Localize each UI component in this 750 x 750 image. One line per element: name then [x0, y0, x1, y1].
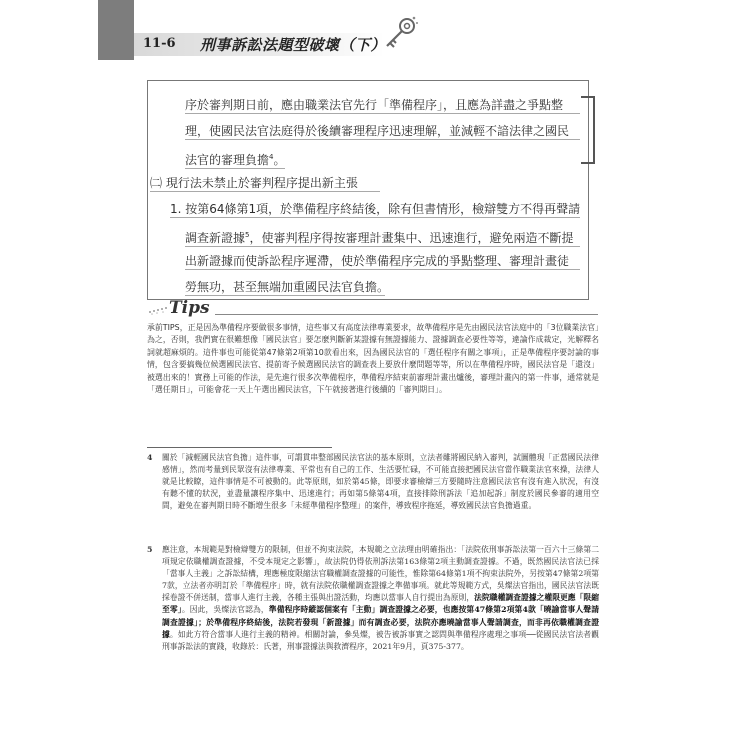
- footnote-bold-phrase: 法院職權調查證據之權限更應「限縮至零」: [162, 593, 600, 615]
- book-title: 刑事訴訟法題型破壞（下）: [200, 36, 387, 54]
- footnote-4: [147, 452, 599, 512]
- footnote-text: 關於「減輕國民法官負擔」這件事，可謂貫串整部國民法官法的基本原則，立法者雖將國民納入審判，試圖體現「正當國民法律感情」，然而考量到民眾沒有法律專業、平常也有自己的工作、生活要忙碌，不可能直接把國民法官當作職業法官來操，法律人就是比較瞭，這件事情是不可被動的。此等原則，如於第45條，即要求審檢辯三方要隨時注意國民法官有沒有進入狀況，有沒有聽不懂的狀況，並盡量讓程序集中、迅速進行；再如第5條第4項，直接排除刑訴法「追加起訴」制度於國民參審的適用空間，避免在審判期日時不斷增生很多「未經準備程序整理」的案件，導致程序拖延，導致國民法官負擔過重。: [162, 453, 599, 511]
- footnote-ref-4: 4: [269, 153, 274, 161]
- chapter-tab-block: [98, 0, 134, 60]
- box-line: 理，使國民法官法庭得於後續審理程序迅速理解，並減輕不諳法律之國民: [185, 124, 580, 140]
- footnote-divider: [147, 447, 332, 448]
- tips-heading: Tips: [169, 298, 210, 318]
- key-icon: [380, 14, 420, 54]
- tips-divider: [215, 314, 598, 315]
- box-line: 勞無功，甚至無端加重國民法官負擔。: [185, 280, 390, 294]
- chapter-number: 11-6: [143, 36, 176, 51]
- footnote-text: 應注意，本規範是對檢辯雙方的限制，但並不拘束法院，本規範之立法理由明確指出：「法院依刑事訴訟法第一百六十三條第二項規定依職權調查證據，不受本規定之影響」，故法院仍得依刑訴法第163條第2項主動調查證據。不過，既然國民法官法已採「當事人主義」之訴訟結構，理應極度限縮法官職權調查證據的可能性，惟除第64條第1項不拘束法院外，另按第47條第2項第7款，立法者亦明訂於「準備程序」時，就有法院依職權調查證據之準備事項。就此等規範方式，吳燦法官指出，國民法官法既採卷證不併送制，當事人進行主義，各種主張與出證活動，均應以當事人自行提出為原則，法院職權調查證據之權限更應「限縮至零」。因此，吳燦法官認為，準備程序時縱認個案有「主動」調查證據之必要，也應按第47條第2項第4款「曉諭當事人聲請調查證據」；於準備程序終結後，法院若發現「新證據」而有調查必要，法院亦應曉諭當事人聲請調查，而非再依職權調查證據。如此方符合當事人進行主義的精神。相關討論，參吳燦，被告被訴事實之認問與準備程序處理之事項──從國民法官法者觀刑事訴訟法的實踐，收錄於：氏著，刑事證據法與救濟程序，2021年9月，頁375-377。: [162, 545, 600, 651]
- box-line: 法官的審理負擔$^4$。: [185, 150, 285, 169]
- footnote-number: 5: [147, 545, 153, 554]
- tips-paragraph: 承前TIPS，正是因為準備程序要做很多事情，這些事又有高度法律專業要求，故準備程序是先由國民法官法庭中的「3位職業法官」為之，否則，我們實在很難想像「國民法官」要怎麼判斷新某證據有無證據能力、證據調查必要性等等，違論作成裁定，光解釋名詞就超麻煩的。這件事也可能從第47條第2項第10款看出來，因為國民法官的「選任程序有關之事項」，正是準備程序要討論的事情，包含要搞幾位候選國民法官、提前寄予候選國民法官的調查表上要放什麼問題等等，所以在準備程序時，國民法官是「還沒」被選出來的！實務上可能的作法，是先進行很多次準備程序，準備程序結束前審理計畫出爐後，審理計畫內的第一件事，通常就是「選任期日」，可能會花一天上午選出國民法官，下午就接著進行後續的「審判期日」。: [147, 323, 599, 395]
- footnote-5: [147, 544, 599, 653]
- box-line: 出新證據而使訴訟程序遲滯，使於準備程序完成的爭點整理、審理計畫徒: [185, 254, 580, 270]
- box-line: 序於審判期日前，應由職業法官先行「準備程序」，且應為詳盡之爭點整: [185, 98, 580, 114]
- footnote-number: 4: [147, 453, 153, 462]
- footnote-ref-5: 5: [245, 231, 250, 239]
- footnote-bold-phrase: 準備程序時縱認個案有「主動」調查證據之必要，也應按第47條第2項第4款「曉諭當事人聲請調查證據」；於準備程序終結後，法院若發現「新證據」而有調查必要，法院亦應曉諭當事人聲請調查，而非再依職權調查證據: [162, 605, 600, 639]
- box-line: 調查新證據$^5$，使審判程序得按審理計畫集中、迅速進行，避免兩造不斷提: [185, 228, 580, 247]
- box-subheading: ㈡ 現行法未禁止於審判程序提出新主張: [150, 176, 380, 192]
- box-bracket-decoration: [581, 96, 595, 164]
- box-line: 1. 按第64條第1項，於準備程序終結後，除有但書情形，檢辯雙方不得再聲請: [170, 202, 581, 216]
